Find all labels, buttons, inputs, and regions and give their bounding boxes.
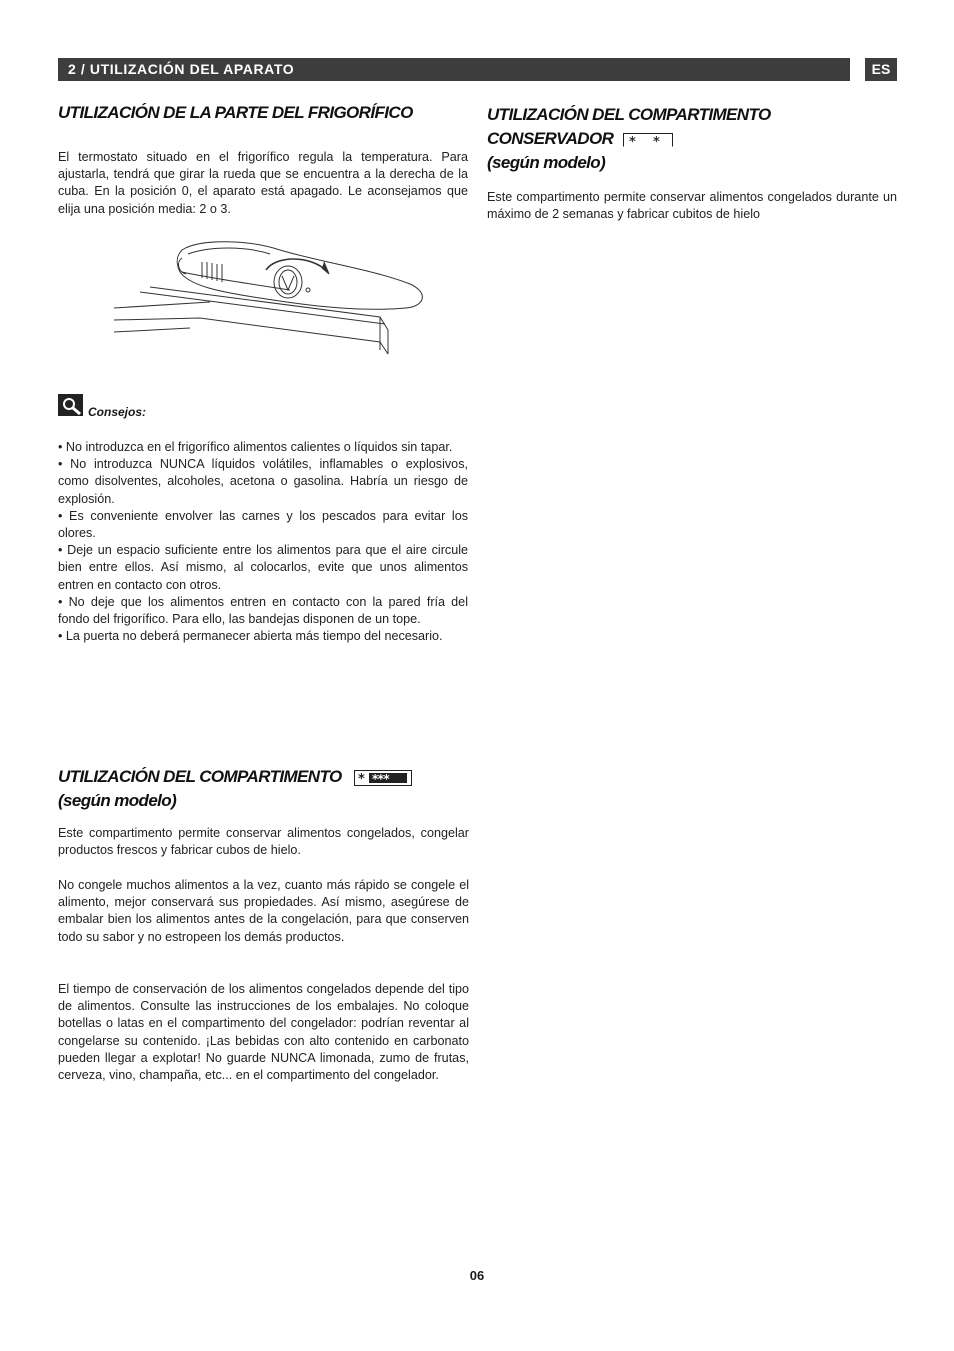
list-item: • Es conveniente envolver las carnes y los pescados para evitar los olores. — [58, 508, 468, 541]
svg-text:*: * — [357, 771, 364, 786]
thermostat-illustration — [110, 232, 430, 360]
conservador-title-line1: UTILIZACIÓN DEL COMPARTIMENTO — [487, 105, 771, 124]
two-star-compartment-icon — [623, 133, 673, 147]
list-item: • Deje un espacio suficiente entre los alimentos para que el aire circule bien entre ellos. Así mismo, al colocarlos, evite que unos alimentos entren en contacto con otros. — [58, 543, 468, 592]
section-number: 2 / — [68, 61, 86, 77]
list-item: • La puerta no deberá permanecer abierta más tiempo del necesario. — [58, 629, 443, 644]
conservador-section-title — [487, 103, 897, 175]
freezer-paragraph-1: Este compartimento permite conservar alimentos congelados, congelar productos frescos y fabricar cubos de hielo. — [58, 826, 469, 858]
page-number: 06 — [469, 1268, 485, 1283]
magnifier-icon — [58, 394, 83, 416]
section-header-bar — [58, 58, 850, 81]
conservador-body-text: Este compartimento permite conservar alimentos congelados durante un máximo de 2 semanas y fabricar cubitos de hielo — [487, 190, 897, 222]
list-item: • No deje que los alimentos entren en contacto con la pared fría del fondo del frigorífico. Para ello, las bandejas disponen de un tope. — [58, 594, 468, 627]
list-item: • No introduzca NUNCA líquidos volátiles, inflamables o explosivos, como disolventes, alcoholes, acetona o gasolina. Habría un riesgo de explosión. — [58, 457, 468, 506]
language-badge: ES — [865, 58, 897, 81]
tips-label: Consejos: — [88, 405, 147, 419]
fridge-body-text: El termostato situado en el frigorífico regula la temperatura. Para ajustarla, tendrá que girar la rueda que se encuentra a la derecha de la cuba. En la posición 0, el aparato está apagado. Le aconsejamos que elija una posición media: 2 o 3. — [58, 150, 468, 216]
conservador-title-line3: (según modelo) — [487, 153, 606, 172]
list-item: • No introduzca en el frigorífico alimentos calientes o líquidos sin tapar. — [58, 440, 453, 454]
section-title: UTILIZACIÓN DEL APARATO — [89, 61, 295, 77]
svg-text:*: * — [653, 134, 660, 147]
conservador-title-line2: CONSERVADOR — [487, 129, 614, 148]
freezer-section-title — [58, 765, 478, 813]
freezer-title-line2: (según modelo) — [58, 791, 177, 810]
freezer-title-line1: UTILIZACIÓN DEL COMPARTIMENTO — [58, 767, 342, 786]
freezer-paragraph-2: No congele muchos alimentos a la vez, cuanto más rápido se congele el alimento, mejor conservará sus propiedades. Así mismo, asegúrese de embalar bien los alimentos antes de la congelación, para que conserven todo su sabor y no estropeen los demás productos. — [58, 878, 469, 944]
freezer-paragraph-3: El tiempo de conservación de los alimentos congelados depende del tipo de alimentos. Consulte las instrucciones de los embalajes. No coloque botellas o latas en el compartimento del congelador: podrían reventar al congelarse su contenido. ¡Las bebidas con alto contenido en carbonato pueden llegar a explotar! No guarde NUNCA limonada, zumo de frutas, cerveza, vino, champaña, etc... en el compartimento del congelador. — [58, 982, 469, 1083]
svg-text:***: *** — [371, 771, 389, 786]
tips-list — [58, 439, 468, 645]
four-star-freezer-icon — [354, 770, 412, 786]
svg-text:*: * — [629, 134, 636, 147]
fridge-section-title: UTILIZACIÓN DE LA PARTE DEL FRIGORÍFICO — [58, 103, 413, 122]
